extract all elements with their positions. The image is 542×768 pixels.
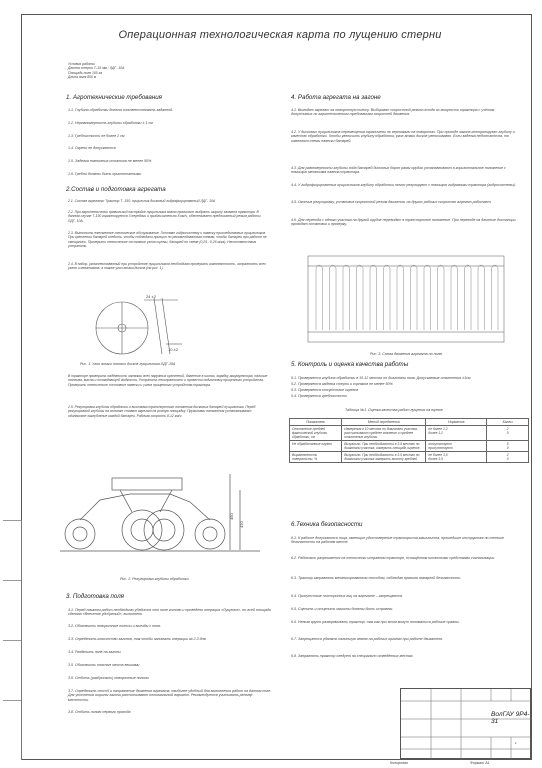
pass-line xyxy=(384,265,391,330)
table-row xyxy=(290,452,529,463)
figure-1-caption: Рис. 1. Угол атаки плоских дисков лущильника ЛДГ-10А xyxy=(80,362,176,366)
s3-item: 3.1. Перед началом работ необходимо убедится что поле готово и проведено операция «Лущение», по всей площади сделана «Внесение удобрений», выполнено. xyxy=(68,608,271,617)
pass-line xyxy=(397,265,404,330)
s6-item: 6.5. Сцепить и отцепить машины должны быть исправны. xyxy=(291,607,394,611)
figure-1-disk-angle xyxy=(82,288,192,358)
table-header: Норматив xyxy=(426,419,487,426)
page-title: Операционная технологическая карта по лущению стерни xyxy=(118,29,442,41)
dim-label-4: 420 xyxy=(239,521,244,528)
pass-line xyxy=(343,265,350,330)
s6-item: 6.1. К работе допускаются лица, имеющие удостоверение тракториста-машиниста, прошедшие инструктаж по технике безопасности на рабочем месте. xyxy=(291,536,504,545)
title-block-stamp xyxy=(400,688,531,759)
format-label: Формат A1 xyxy=(470,761,490,765)
s1-item: 1.6. Гребни должны быть притоптанными xyxy=(68,172,142,176)
pass-line xyxy=(465,265,472,330)
s2-paragraph: 2.2. При агротехнически правильной настройке лущильника важно правильно выбрать ширину захвата трактора. В данном случае Т-150 гарантируется 3 передачи и приблизительно 8 км/ч, обеспечивает предписанный режим работы ЛДГ- 10А. xyxy=(68,210,261,223)
s1-item: 1.1. Глубина обработки должна соответствовать заданной. xyxy=(68,108,174,112)
s6-item: 6.6. Нельзя круто разворачивать трактор, так как при этом могут поломаться рабочие органы. xyxy=(291,620,460,624)
table-row xyxy=(290,426,529,441)
s2-paragraph: В тракторе проверить надёжность затяжки всех наружных креплений, давление в шинах, зарядку аккумулятора, наличие топлива, масла и охлаждающей жидкости. Устранить неисправности и провести подготовку прицепного устройства. Проверить техническое состояние навески и узлов прицепного устройства трактора. xyxy=(68,374,268,387)
s4-item: 4.6. Для перехода с одного участка на другой орудие переводят в транспортное положение. При переходе на длинные дистанции проводят остановки и проверку. xyxy=(291,218,516,227)
s2-paragraph: 2.5. Регулировка глубины обработки и выставка транспортного положения дисковых батарей лущильника. Перед регулировкой глубины на стоянке ставят агрегат на ровную площадку. Пружинами натяжения устанавливают одинаковое заглубление каждой батареи. Рабочая скорость 8-12 км/ч. xyxy=(68,405,256,418)
s3-item: 3.5. Обозначить опасные места вешками xyxy=(68,663,140,667)
s3-item: 3.4. Разделить поле на загоны xyxy=(68,650,121,654)
dim-label-2: 10 ±2 xyxy=(168,347,178,352)
s3-item: 3.8. Отбить линию первого прохода xyxy=(68,710,131,714)
s5-item: 5.3. Проверяется отсутствие огрехов xyxy=(291,388,359,392)
figure-2-caption: Рис. 2. Регулировка глубины обработки xyxy=(120,577,189,581)
document-id: ВолГАУ 9Р4-31 xyxy=(491,711,530,725)
s2-paragraph: 2.1. Состав агрегата: Трактор Т- 150, лущильник дисковый гидрофицированный ЛДГ- 10А xyxy=(68,199,216,203)
table-cell: Визуально. При необходимости в 3-5 местах по диагонали участка замерить высоту гребней xyxy=(342,452,426,463)
section-3-heading: 3. Подготовка поля xyxy=(66,593,124,600)
table-cell: 2 0 xyxy=(487,452,529,463)
table-cell: 2 0 xyxy=(487,426,529,441)
table-cell: Измерения в 10 местах по диагонали участка, рассчитывают среднее значение и среднее отклонение глубины xyxy=(342,426,426,441)
figure-3-movement-scheme xyxy=(300,250,515,350)
table-header-row xyxy=(290,419,529,426)
figure-2-depth-adjustment xyxy=(60,450,270,570)
s3-item: 3.6. Отбить (разбросать) поворотные полосы xyxy=(68,676,150,680)
table-header: Баллы xyxy=(487,419,529,426)
pass-line xyxy=(478,265,485,330)
sheet-number: 1 xyxy=(515,741,517,745)
left-margin-strip xyxy=(3,520,22,760)
work-conditions: Условия работы Длинна стерни 7–15 мм ; ЛДГ- 10А Площадь поля 100 га Длина поля 800 м xyxy=(68,62,125,79)
pass-line xyxy=(438,265,445,330)
table-header: Метод определения xyxy=(342,419,426,426)
pass-line xyxy=(424,265,431,330)
pass-line xyxy=(316,265,323,330)
s5-item: 5.4. Проверяется гребнистость xyxy=(291,394,348,398)
drawing-frame xyxy=(21,14,532,760)
table-cell: Не обработанные огрехи xyxy=(290,441,342,452)
table-cell: не более 1,2 более 1,2 xyxy=(426,426,487,441)
s4-item: 4.2. У дисковых лущильников перемещения ограничены по вертикали на поворотах. При проходе загона контролируют глубину и качество обработки. Чтобы увеличить глубину обработки, угол атаки дисков увеличивают. Если заделка недостаточна, то изменяют схемы навески батарей. xyxy=(291,130,515,143)
table-cell: Отклонение средней фактической глубины обработки, см xyxy=(290,426,342,441)
s1-item: 1.3. Гребнистость не более 2 см xyxy=(68,134,125,138)
s3-item: 3.7. Определить способ и направление движения агрегата, наиболее удобный для выполнения работ на данном поле. Для уточнения ширины загона рассчитывают оптимальный вариант. Рекомендуется учитывать рельеф местности. xyxy=(68,689,272,702)
table-cell: 5 0 xyxy=(487,441,529,452)
pass-line xyxy=(492,265,499,330)
s5-item: 5.1. Проверяется глубина обработки в 10-12 местах по диагонали поля. Допускаемые отклонения ±1см xyxy=(291,376,471,380)
s1-item: 1.4. Огрехи не допускаются xyxy=(68,146,116,150)
s3-item: 3.3. Определить количество загонов, так чтобы занимать операции за 2-3 дня. xyxy=(68,637,207,641)
dim-label-1: 24 ±2 xyxy=(146,294,156,299)
s4-item: 4.1. Выводят агрегат на поворотную полосу. Выбирают скоростной режим исходя из мощности трактора с учётом допустимых по агротехническим требованиям скоростей движения. xyxy=(291,108,495,117)
table-cell: Выравненность поверхности, % xyxy=(290,452,342,463)
copied-label: Копировал xyxy=(390,761,408,765)
section-5-heading: 5. Контроль и оценка качества работы xyxy=(291,361,409,368)
pass-line xyxy=(370,265,377,330)
s2-paragraph: 2.3. Выполнить ежесменное техническое обслуживание. Готовят гидросистему и навеску присоединяемых лущильников. При креплении батарей следить, чтобы соблюдали принцип по рекомендованным схемам, чтобы батареи при работе не смещались. Проверить техническое состояние узлов сцепки, батарей по схеме (0,25...0,26 м/га). Несоответствия устранить. xyxy=(68,231,267,248)
s5-item: 5.2. Проверяется заделка стерни и сорняков не менее 50% xyxy=(291,382,393,386)
table-row xyxy=(290,441,529,452)
quality-table xyxy=(289,418,529,463)
figure-3-caption: Рис. 3. Схема движения агрегата по полю xyxy=(370,352,443,356)
s1-item: 1.5. Заделка пожнивных остатков не менее 50% xyxy=(68,159,152,163)
pass-line xyxy=(451,265,458,330)
section-1-heading: 1. Агротехнические требования xyxy=(66,94,162,101)
table-cell: Визуально. При необходимости в 3-5 местах по диагонали участка, измерить площадь огрехов xyxy=(342,441,426,452)
s6-item: 6.3. Трактор заправлять механизированным способом, соблюдая правила пожарной безопасности. xyxy=(291,576,462,580)
section-4-heading: 4. Работа агрегата на загоне xyxy=(291,94,381,101)
pass-line xyxy=(357,265,364,330)
s2-paragraph: 2.4. В набор, укомплектованный при устройстве лущильников необходимо проверить комплектность, исправность всех узлов и механизмов, а также угол атаки дисков (см рис. 1). xyxy=(68,262,266,271)
table-cell: не более 3,5 более 3,5 xyxy=(426,452,487,463)
s6-item: 6.7. Запрещается удалять налипшую землю на рабочих органах при работе двигателя. xyxy=(291,637,443,641)
section-2-heading: 2.Состав и подготовка агрегата xyxy=(66,186,166,193)
s1-item: 1.2. Неравномерность глубины обработки ± 1 см xyxy=(68,121,153,125)
s4-item: 4.3. Для равномерности глубины хода батарей дисковых борон рамы орудия устанавливают в горизонтальное положение с помощью механизма навески трактора. xyxy=(291,166,506,175)
s4-item: 4.5. Окончив регулировку, установив скоростной режим движения, на других рабочих скоростях агрегат работает. xyxy=(291,200,492,204)
dim-label-3: 450 xyxy=(229,513,234,520)
s6-item: 6.2. Работать разрешается на технически исправном тракторе, оснащённом штатными средствами сигнализации. xyxy=(291,556,496,560)
table-caption: Таблица №1. Оценка качества работ лущения на оценке xyxy=(345,408,443,412)
pass-line xyxy=(330,265,337,330)
section-6-heading: 6.Техника безопасности xyxy=(291,521,363,528)
s3-item: 3.2. Обозначить поворотные полосы и выезды с поля. xyxy=(68,624,162,628)
table-cell: отсутствуют присутствуют xyxy=(426,441,487,452)
s6-item: 6.8. Заправлять трактор следует на специально отведённых местах. xyxy=(291,654,414,658)
s6-item: 6.4. Присутствие посторонних лиц на агрегате – запрещается. xyxy=(291,594,404,598)
s4-item: 4.4. У гидрофицированных лущильников глубину обработки точно регулируют с помощью гидравлики трактора (гидросистемы). xyxy=(291,183,516,187)
table-header: Показатель xyxy=(290,419,342,426)
pass-line xyxy=(411,265,418,330)
